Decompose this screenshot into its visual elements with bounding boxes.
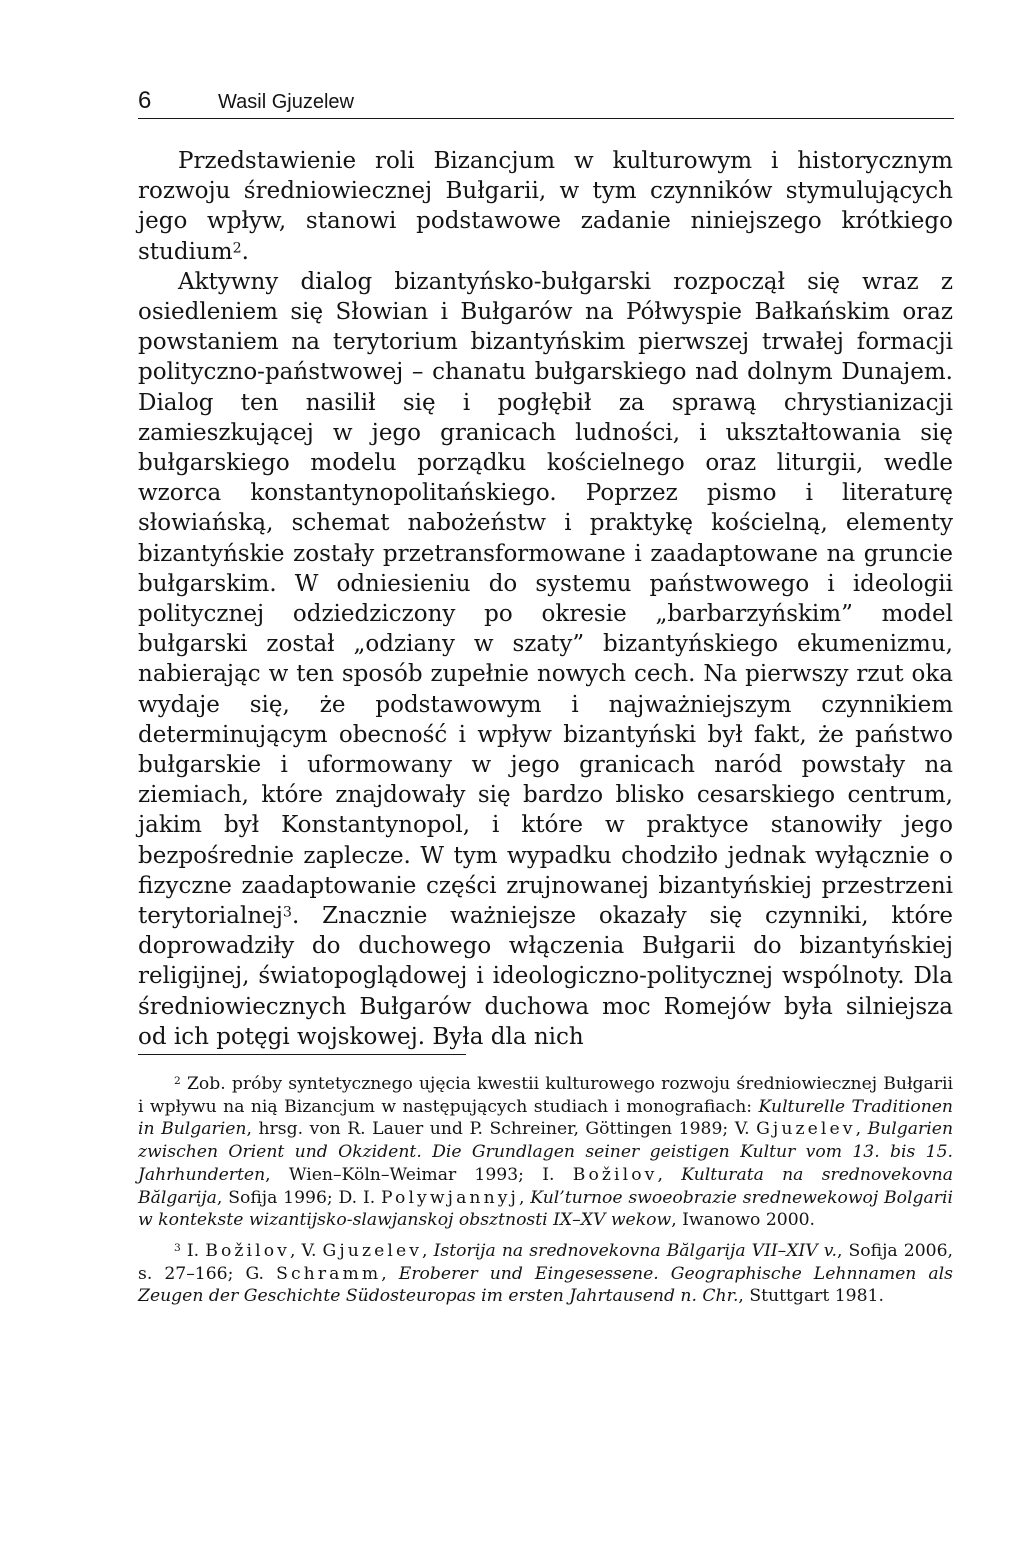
paragraph-2-text-a: Aktywny dialog bizantyńsko-bułgarski rozpoczął się wraz z osiedleniem się Słowian i Bułgarów na Półwyspie Bałkańskim oraz powstaniem na terytorium bizantyńskim pierwszej trwałej formacji polityczno-państwowej – chanatu bułgarskiego nad dolnym Dunajem. Dialog ten nasilił się i pogłębił za sprawą chrystianizacji zamieszkującej w jego granicach ludności, i ukształtowania się bułgarskiego modelu porządku kościelnego oraz liturgii, wedle wzorca konstantynopolitańskiego. Poprzez pismo i literaturę słowiańską, schemat nabożeństw i praktykę kościelną, elementy bizantyńskie zostały przetransformowane i zaadaptowane na gruncie bułgarskim. W odniesieniu do systemu państwowego i ideologii politycznej odziedziczony po okresie „barbarzyńskim” model bułgarski został „odziany w szaty” bizantyńskiego ekumenizmu, nabierając w ten sposób zupełnie nowych cech. Na pierwszy rzut oka wydaje się, że podstawowym i najważniejszym czynnikiem determinującym obecność i wpływ bizantyński był fakt, że państwo bułgarskie i uformowany w jego granicach naród powstały na ziemiach, które znajdowały się bardzo blisko cesarskiego centrum, jakim był Konstantynopol, i które w praktyce stanowiły jego bezpośrednie zaplecze. W tym wypadku chodziło jednak wyłącznie o fizyczne zaadaptowanie części zrujnowanej bizantyńskiej przestrzeni terytorialnej xyxy=(138,268,953,930)
footnote-3-text: , V. xyxy=(290,1240,323,1261)
footnote-3-text: , Stuttgart 1981. xyxy=(738,1286,884,1307)
footnote-3-title: Eroberer und Eingesessene. Geographische Lehnnamen als Zeugen der Geschichte Südosteuropas im ersten Jahrtausend n. Chr. xyxy=(138,1263,953,1307)
footnote-2-title: Kulturata na srednovekovna Bălgarija xyxy=(138,1164,953,1208)
footnote-2-author: Polywjannyj xyxy=(381,1187,519,1208)
footnote-2-text: , Iwanowo 2000. xyxy=(671,1210,816,1231)
paragraph-2-text-b: . Znacznie ważniejsze okazały się czynniki, które doprowadziły do duchowego włączenia Bułgarii do bizantyńskiej religijnej, światopoglądowej i ideologiczno-politycznej wspólnoty. Dla średniowiecznych Bułgarów duchowa moc Romejów była silniejsza od ich potęgi wojskowej. Była dla nich xyxy=(138,903,953,1050)
page-number: 6 xyxy=(138,87,152,114)
footnote-3-text: , Sofija 2006, s. 27–166; G. xyxy=(138,1240,953,1284)
footnote-3-number: 3 xyxy=(174,1241,181,1255)
footnote-2-title: Bulgarien zwischen Orient und Okzident. Die Grundlagen seiner geistigen Kultur vom 13. bis 15. Jahrhunderten xyxy=(138,1119,954,1185)
footnote-2-title: Kul’turnoe swoeobrazie srednewekowoj Bolgarii w kontekste wizantijsko-slawjanskoj obsztnosti IX–XV wekow xyxy=(138,1187,953,1231)
footnote-ref-3: 3 xyxy=(282,904,292,921)
footnote-2-author: Božilov xyxy=(572,1164,658,1185)
footnote-2-author: Gjuzelev xyxy=(756,1119,856,1140)
paragraph-2 xyxy=(138,267,953,1052)
footnote-3-title: Istorija na srednovekovna Bălgarija VII–XIV v. xyxy=(433,1240,837,1261)
footnote-2-text: , xyxy=(518,1187,531,1208)
footnote-3-author: Božilov xyxy=(205,1240,290,1261)
paragraph-1-end: . xyxy=(241,238,249,265)
footnote-3-text: , xyxy=(422,1240,434,1261)
footnote-3 xyxy=(138,1240,953,1308)
footnote-2 xyxy=(138,1073,953,1232)
main-text xyxy=(138,146,953,1052)
paragraph-1-text: Przedstawienie roli Bizancjum w kulturowym i historycznym rozwoju średniowiecznej Bułgarii, w tym czynników stymulujących jego wpływ, stanowi podstawowe zadanie niniejszego krótkiego studium xyxy=(138,148,953,265)
footnote-2-text: , Wien–Köln–Weimar 1993; I. xyxy=(265,1164,573,1185)
footnote-3-author: Gjuzelev xyxy=(322,1240,423,1261)
footnote-separator xyxy=(138,1054,466,1055)
footnote-2-text: , Sofija 1996; D. I. xyxy=(216,1187,382,1208)
footnote-3-text: I. xyxy=(180,1240,206,1261)
paragraph-1 xyxy=(138,146,953,267)
footnote-2-text: , hrsg. von R. Lauer und P. Schreiner, Göttingen 1989; V. xyxy=(246,1119,757,1140)
footnote-2-title: Kulturelle Traditionen in Bulgarien xyxy=(138,1096,954,1140)
footnote-2-text: Zob. próby syntetycznego ujęcia kwestii kulturowego rozwoju średniowiecznej Bułgarii i wpływu na nią Bizancjum w następujących studiach i monografiach: xyxy=(138,1074,953,1117)
footnote-2-text: , xyxy=(657,1164,682,1185)
footnote-2-number: 2 xyxy=(174,1074,181,1088)
running-head xyxy=(138,86,954,119)
footnote-3-author: Schramm xyxy=(276,1263,382,1284)
footnotes xyxy=(138,1073,953,1308)
footnote-3-text: , xyxy=(381,1263,399,1284)
footnote-ref-2: 2 xyxy=(232,240,242,257)
footnote-2-text: , xyxy=(855,1119,868,1140)
running-head-author: Wasil Gjuzelew xyxy=(218,91,354,113)
